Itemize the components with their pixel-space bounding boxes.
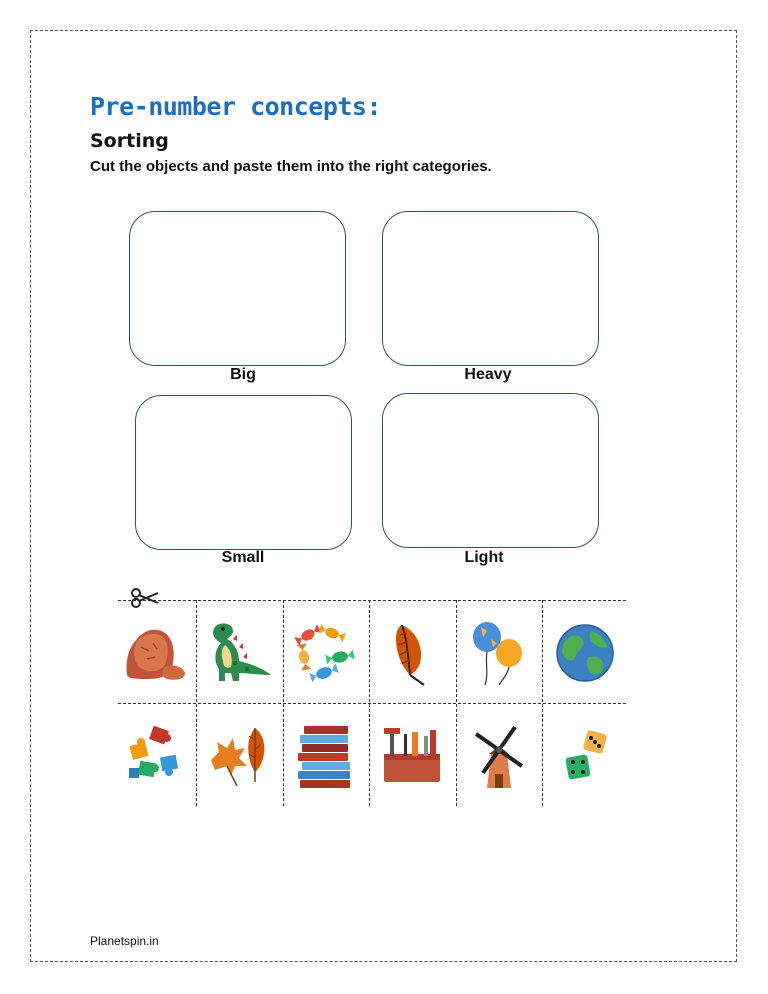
book-stack-icon [290, 720, 362, 792]
leaves-icon [203, 720, 275, 792]
cutout-cell [369, 605, 455, 701]
category-label-big: Big [230, 366, 256, 383]
category-box-heavy [382, 211, 599, 366]
puzzle-pieces-icon [119, 720, 191, 792]
cutout-cell [196, 708, 282, 804]
cut-line [118, 600, 626, 601]
globe-icon [549, 617, 621, 689]
candies-icon [290, 617, 362, 689]
cutout-cell [112, 605, 198, 701]
category-label-heavy: Heavy [464, 366, 512, 383]
windmill-icon [463, 720, 535, 792]
category-box-big [129, 211, 346, 366]
cutout-cell [196, 605, 282, 701]
worksheet-subtitle: Sorting [90, 130, 169, 152]
dice-icon [549, 720, 621, 792]
worksheet-instruction: Cut the objects and paste them into the right categories. [90, 158, 492, 175]
cutout-cell [369, 708, 455, 804]
dinosaur-icon [203, 617, 275, 689]
balloons-icon [463, 617, 535, 689]
worksheet-title: Pre-number concepts: [90, 92, 382, 121]
category-label-light: Light [464, 549, 504, 566]
cutout-cell [456, 605, 542, 701]
cutout-cell [283, 708, 369, 804]
category-box-light [382, 393, 599, 548]
category-label-small: Small [221, 549, 265, 566]
cutout-cell [283, 605, 369, 701]
toolbox-icon [376, 720, 448, 792]
cutout-grid [118, 598, 626, 808]
cutout-cell [542, 708, 628, 804]
category-box-small [135, 395, 352, 550]
feather-icon [376, 617, 448, 689]
footer-source: Planetspin.in [90, 934, 159, 948]
cutout-cell [112, 708, 198, 804]
cutout-cell [542, 605, 628, 701]
cutout-cell [456, 708, 542, 804]
cut-line [118, 703, 626, 704]
rock-icon [119, 617, 191, 689]
